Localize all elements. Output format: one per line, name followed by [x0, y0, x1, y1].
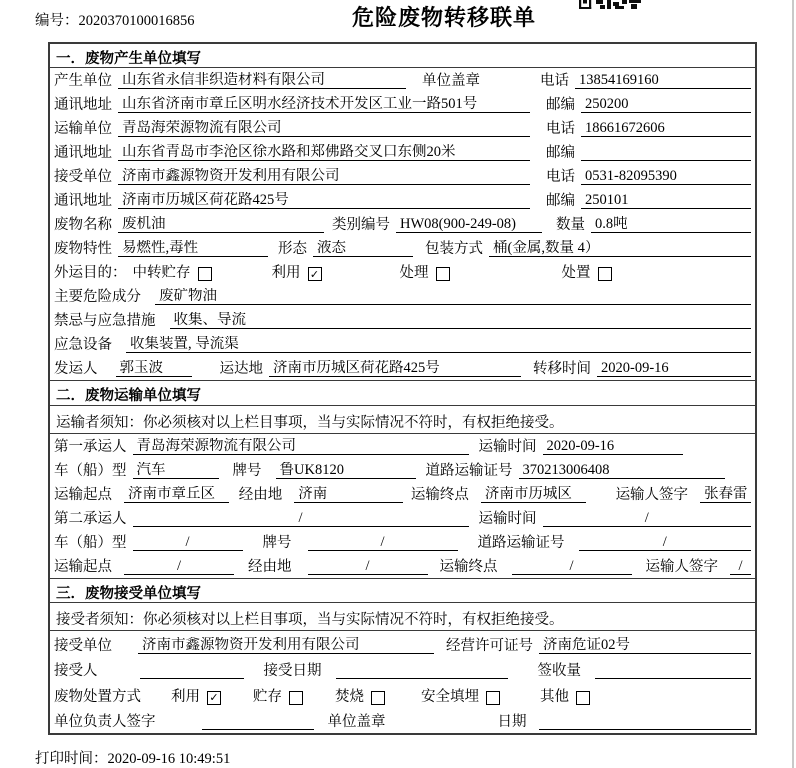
field-label: 电话: [546, 121, 575, 137]
checkbox-label: 其他: [540, 688, 569, 705]
field-label: 外运目的：: [54, 265, 127, 281]
transporter-address-value: 山东省青岛市李沧区徐水路和郑佛路交叉口东侧20米: [118, 144, 530, 161]
empty-checkbox-icon: [198, 267, 212, 281]
serial-number-line: [35, 9, 195, 30]
transporter-phone-value: 18661672606: [581, 120, 751, 137]
receiver-address-value: 济南市历城区荷花路425号: [118, 192, 530, 209]
origin-1-value: 济南市章丘区: [124, 486, 229, 503]
transfer-storage-checkbox: [133, 265, 212, 281]
serial-label: 编号：: [35, 13, 79, 29]
field-label: 运输单位: [54, 121, 112, 137]
generator-phone-value: 13854169160: [575, 72, 751, 89]
first-carrier-value: 青岛海荣源物流有限公司: [133, 438, 469, 455]
field-label: 类别编号: [332, 217, 390, 233]
business-permit-number-value: 济南危证02号: [539, 637, 751, 654]
field-label: 通讯地址: [54, 145, 112, 161]
field-label: 运输时间: [478, 510, 537, 527]
form-row: [50, 657, 755, 683]
field-label: 第二承运人: [54, 510, 127, 527]
category-code-value: HW08(900-249-08): [396, 216, 542, 233]
origin-2-value: /: [124, 558, 234, 575]
carrier-signature-2-value: /: [730, 558, 751, 575]
field-label: 车（船）型: [54, 534, 127, 551]
print-time-line: [35, 747, 230, 768]
waste-characteristics-value: 易燃性,毒性: [118, 240, 268, 257]
disposal-landfill-checkbox: [421, 689, 500, 705]
field-label: 经营许可证号: [446, 637, 533, 654]
field-label: 形态: [278, 241, 307, 257]
form-section: [50, 578, 755, 734]
form-row: [50, 140, 755, 164]
end-1-value: 济南市历城区: [481, 486, 586, 503]
form-row: [50, 631, 755, 657]
page-edge-line: [792, 0, 794, 768]
field-label: 运输人签字: [615, 486, 689, 503]
checked-checkbox-icon: ✓: [207, 691, 221, 705]
form-row: [50, 68, 755, 92]
field-label: 牌号: [232, 462, 262, 479]
consignor-value: 郭玉波: [116, 360, 192, 377]
field-label: 接受单位: [54, 169, 112, 185]
field-label: 签收量: [537, 663, 581, 679]
field-label: 牌号: [262, 534, 292, 551]
via-2-value: /: [308, 558, 428, 575]
treatment-checkbox: [400, 265, 450, 281]
field-label: 通讯地址: [54, 97, 112, 113]
receiver-unit-seal-note: 单位盖章: [327, 714, 386, 730]
field-label: 运输起点: [54, 558, 112, 575]
transfer-date-value: 2020-09-16: [597, 360, 751, 377]
field-label: 废物名称: [54, 217, 112, 233]
field-label: 通讯地址: [54, 193, 112, 209]
field-label: 运输终点: [410, 486, 469, 503]
empty-checkbox-icon: [486, 691, 500, 705]
packing-method-value: 桶(金属,数量 4）: [489, 240, 751, 257]
field-label: 单位负责人签字: [54, 714, 156, 730]
field-label: 接受人: [54, 663, 98, 679]
field-label: 车（船）型: [54, 462, 127, 479]
carrier-signature-1-value: 张春雷: [700, 486, 751, 503]
qr-code-partial-icon: [579, 0, 641, 10]
field-label: 接受单位: [54, 637, 112, 654]
form-row: [50, 236, 755, 260]
form-table: [48, 42, 757, 735]
checkbox-label: 焚烧: [335, 688, 364, 705]
form-row: [50, 434, 755, 458]
checkbox-label: 利用: [271, 265, 301, 281]
checkbox-label: 贮存: [253, 688, 282, 705]
field-label: 运输时间: [478, 438, 537, 455]
signed-quantity-value: [595, 663, 751, 679]
field-label: 主要危险成分: [54, 289, 141, 305]
receiver-person-value: [140, 663, 244, 679]
form-row: [50, 212, 755, 236]
receive-unit-value: 济南市鑫源物资开发利用有限公司: [138, 637, 434, 654]
form-section: [50, 380, 755, 578]
checkbox-label: 利用: [171, 688, 200, 705]
field-label: 发运人: [54, 361, 98, 377]
field-label: 接受日期: [263, 663, 322, 679]
road-permit-1-value: 370213006408: [519, 462, 725, 479]
plate-number-2-value: /: [308, 534, 458, 551]
field-label: 邮编: [546, 145, 575, 161]
physical-form-value: 液态: [313, 240, 413, 257]
section-title: 一．废物产生单位填写: [50, 44, 755, 68]
form-row: [50, 506, 755, 530]
checkbox-label: 安全填埋: [421, 688, 479, 705]
checkbox-label: 处理: [399, 265, 429, 281]
vehicle-type-1-value: 汽车: [133, 462, 219, 479]
field-label: 数量: [556, 217, 585, 233]
generator-address-value: 山东省济南市章丘区明水经济技术开发区工业一路501号: [118, 96, 530, 113]
form-row: [50, 308, 755, 332]
field-label: 邮编: [546, 97, 575, 113]
form-row: [50, 92, 755, 116]
responsible-person-signature-value: [202, 714, 314, 730]
field-label: 经由地: [238, 486, 283, 503]
disposal-other-checkbox: [540, 689, 590, 705]
empty-checkbox-icon: [598, 267, 612, 281]
unit-seal-note: 单位盖章: [422, 73, 480, 89]
form-row: [50, 260, 755, 284]
field-label: 日期: [497, 714, 527, 730]
field-label: 运输终点: [439, 558, 498, 575]
emergency-equipment-value: 收集装置, 导流渠: [126, 336, 751, 353]
vehicle-type-2-value: /: [133, 534, 243, 551]
print-time-label: 打印时间：: [35, 751, 108, 767]
field-label: 转移时间: [533, 361, 591, 377]
form-row: [50, 554, 755, 578]
form-row: [50, 530, 755, 554]
field-label: 道路运输证号: [477, 534, 565, 551]
section-note: 接受者须知：你必须核对以上栏目事项，当与实际情况不符时，有权拒绝接受。: [50, 603, 755, 631]
second-carrier-value: /: [133, 510, 469, 527]
disposal-utilize-checkbox: [171, 689, 221, 705]
section-note: 运输者须知：你必须核对以上栏目事项，当与实际情况不符时，有权拒绝接受。: [50, 406, 755, 434]
empty-checkbox-icon: [371, 691, 385, 705]
field-label: 运达地: [219, 361, 263, 377]
main-hazard-component-value: 废矿物油: [155, 288, 751, 305]
field-label: 禁忌与应急措施: [54, 313, 156, 329]
form-row: [50, 356, 755, 380]
plate-number-1-value: 鲁UK8120: [276, 462, 416, 479]
empty-checkbox-icon: [289, 691, 303, 705]
via-1-value: 济南: [294, 486, 403, 503]
generator-unit-value: 山东省永信非织造材料有限公司: [118, 72, 406, 89]
field-label: 包装方式: [425, 241, 483, 257]
field-label: 运输起点: [54, 486, 112, 503]
receiver-postcode-value: 250101: [581, 192, 751, 209]
transport-date-2-value: /: [543, 510, 752, 527]
form-row: [50, 458, 755, 482]
utilize-checkbox: [272, 265, 322, 281]
field-label: 产生单位: [54, 73, 112, 89]
field-label: 道路运输证号: [425, 462, 513, 479]
empty-checkbox-icon: [436, 267, 450, 281]
field-label: 电话: [540, 73, 569, 89]
receiver-phone-value: 0531-82095390: [581, 168, 751, 185]
field-label: 废物特性: [54, 241, 112, 257]
field-label: 经由地: [248, 558, 292, 575]
checked-checkbox-icon: ✓: [308, 267, 322, 281]
form-row: [50, 164, 755, 188]
receive-sign-date-value: [539, 714, 752, 730]
form-row: [50, 482, 755, 506]
field-label: 运输人签字: [645, 558, 718, 575]
generator-postcode-value: 250200: [581, 96, 751, 113]
print-time-value: 2020-09-16 10:49:51: [107, 751, 231, 767]
page-title: 危险废物转移联单: [351, 5, 537, 30]
field-label: 电话: [546, 169, 575, 185]
receiver-unit-value: 济南市鑫源物资开发利用有限公司: [118, 168, 530, 185]
serial-number: 2020370100016856: [78, 13, 195, 29]
field-label: 第一承运人: [54, 438, 127, 455]
form-row: [50, 682, 755, 708]
checkbox-label: 处置: [561, 265, 591, 281]
field-label: 废物处置方式: [54, 688, 141, 705]
section-title: 三．废物接受单位填写: [50, 578, 755, 604]
form-row: [50, 708, 755, 734]
transporter-unit-value: 青岛海荣源物流有限公司: [118, 120, 530, 137]
disposal-storage-checkbox: [253, 689, 303, 705]
taboo-emergency-measures-value: 收集、导流: [170, 312, 752, 329]
form-row: [50, 284, 755, 308]
field-label: 应急设备: [54, 337, 112, 353]
destination-value: 济南市历城区荷花路425号: [269, 360, 521, 377]
form-section: [50, 44, 755, 380]
form-row: [50, 116, 755, 140]
form-row: [50, 332, 755, 356]
receive-date-value: [336, 663, 508, 679]
field-label: 邮编: [546, 193, 575, 209]
waste-name-value: 废机油: [118, 216, 324, 233]
disposal-checkbox: [562, 265, 612, 281]
checkbox-label: 中转贮存: [132, 265, 191, 281]
section-title: 二．废物运输单位填写: [50, 380, 755, 406]
transport-date-1-value: 2020-09-16: [543, 438, 683, 455]
waste-quantity-value: 0.8吨: [591, 216, 751, 233]
disposal-incineration-checkbox: [335, 689, 385, 705]
transporter-postcode-value: [581, 145, 751, 161]
road-permit-2-value: /: [579, 534, 752, 551]
end-2-value: /: [512, 558, 632, 575]
empty-checkbox-icon: [576, 691, 590, 705]
form-row: [50, 188, 755, 212]
